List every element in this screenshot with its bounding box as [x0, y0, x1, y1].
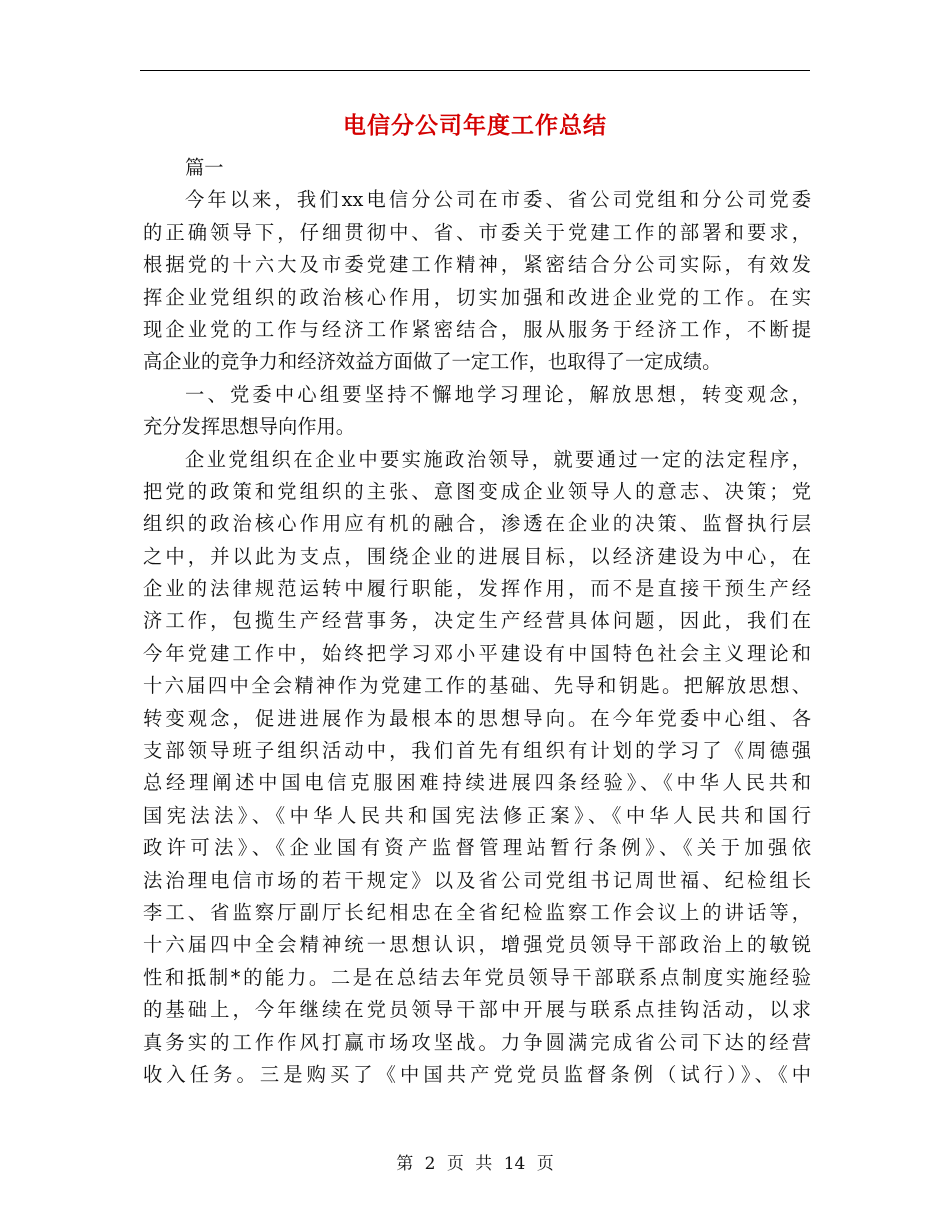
text-line: 法治理电信市场的若干规定》以及省公司党组书记周世福、纪检组长: [143, 868, 811, 892]
text-line: 支部领导班子组织活动中，我们首先有组织有计划的学习了《周德强: [143, 739, 811, 763]
text-line: 根据党的十六大及市委党建工作精神，紧密结合分公司实际，有效发: [143, 253, 811, 277]
text-line: 现企业党的工作与经济工作紧密结合，服从服务于经济工作，不断提: [143, 317, 811, 341]
page-footer: 第 2 页 共 14 页: [396, 1154, 554, 1174]
text-line: 国宪法法》、《中华人民共和国宪法修正案》、《中华人民共和国行: [143, 803, 811, 827]
text-line: 的基础上，今年继续在党员领导干部中开展与联系点挂钩活动，以求: [143, 998, 811, 1022]
text-line: 篇一: [185, 156, 224, 179]
text-line: 真务实的工作作风打赢市场攻坚战。力争圆满完成省公司下达的经营: [143, 1030, 811, 1054]
text-line: 高企业的竞争力和经济效益方面做了一定工作，也取得了一定成绩。: [143, 350, 722, 374]
text-line: 企业的法律规范运转中履行职能，发挥作用，而不是直接干预生产经: [143, 577, 811, 601]
text-line: 十六届四中全会精神作为党建工作的基础、先导和钥匙。把解放思想、: [143, 674, 811, 698]
text-line: 充分发挥思想导向作用。: [143, 415, 356, 439]
document-body: [143, 152, 811, 1091]
text-line: 的正确领导下，仔细贯彻中、省、市委关于党建工作的部署和要求，: [143, 220, 811, 244]
text-line: 总经理阐述中国电信克服困难持续进展四条经验》、《中华人民共和: [143, 771, 811, 795]
text-line: 把党的政策和党组织的主张、意图变成企业领导人的意志、决策；党: [143, 479, 811, 503]
text-line: 转变观念，促进进展作为最根本的思想导向。在今年党委中心组、各: [143, 706, 811, 730]
text-line: 企业党组织在企业中要实施政治领导，就要通过一定的法定程序，: [185, 447, 811, 471]
text-line: 收入任务。三是购买了《中国共产党党员监督条例（试行）》、《中: [143, 1062, 811, 1086]
text-line: 组织的政治核心作用应有机的融合，渗透在企业的决策、监督执行层: [143, 512, 811, 536]
document-title: 电信分公司年度工作总结: [343, 113, 607, 139]
text-line: 政许可法》、《企业国有资产监督管理站暂行条例》、《关于加强依: [143, 836, 811, 860]
header-rule: [140, 70, 810, 71]
text-line: 今年党建工作中，始终把学习邓小平建设有中国特色社会主义理论和: [143, 641, 811, 665]
text-line: 济工作，包揽生产经营事务，决定生产经营具体问题，因此，我们在: [143, 609, 811, 633]
text-line: 挥企业党组织的政治核心作用，切实加强和改进企业党的工作。在实: [143, 285, 811, 309]
text-line: 十六届四中全会精神统一思想认识，增强党员领导干部政治上的敏锐: [143, 933, 811, 957]
text-line: 今年以来，我们xx电信分公司在市委、省公司党组和分公司党委: [185, 188, 811, 212]
text-line: 一、党委中心组要坚持不懈地学习理论，解放思想，转变观念，: [185, 382, 811, 406]
text-line: 性和抵制*的能力。二是在总结去年党员领导干部联系点制度实施经验: [143, 965, 811, 989]
text-line: 李工、省监察厅副厅长纪相忠在全省纪检监察工作会议上的讲话等，: [143, 900, 811, 924]
text-line: 之中，并以此为支点，围绕企业的进展目标，以经济建设为中心，在: [143, 544, 811, 568]
